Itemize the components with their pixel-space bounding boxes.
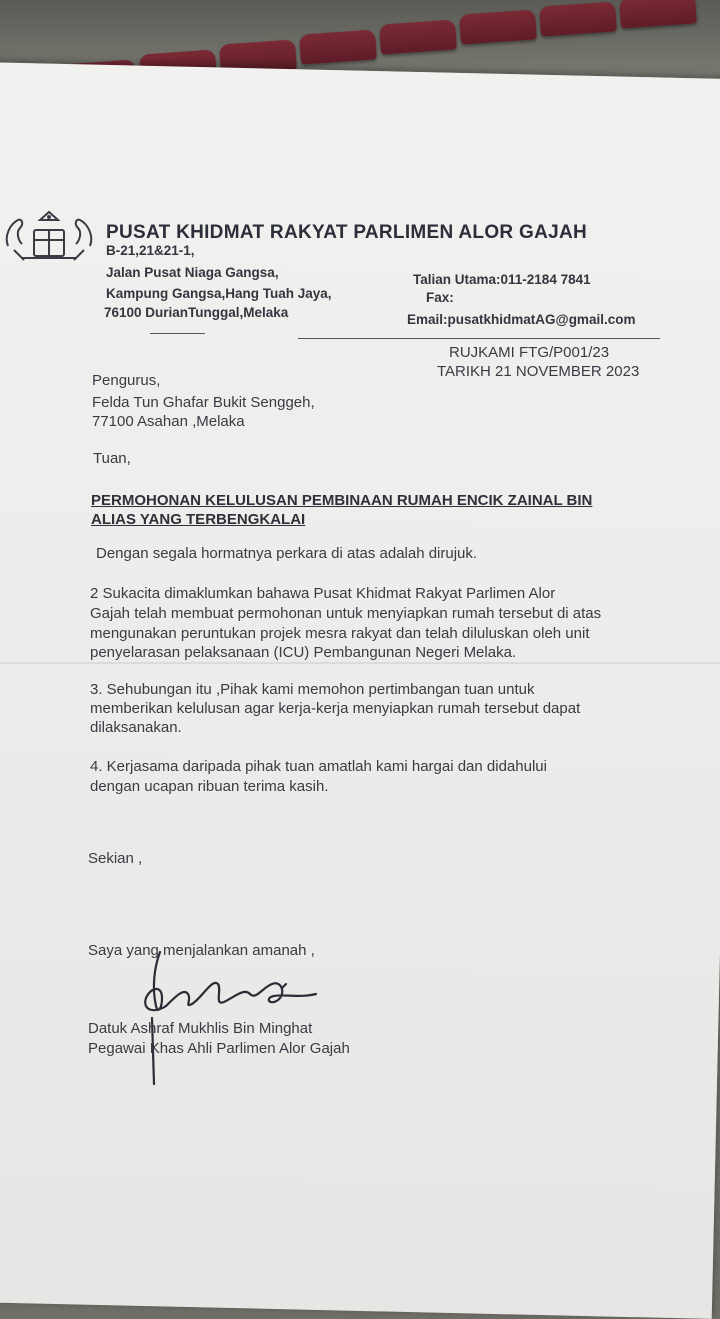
signatory-name: Datuk Ashraf Mukhlis Bin Minghat [88,1020,313,1037]
address-line: Jalan Pusat Niaga Gangsa, [106,265,279,280]
paragraph-line: memberikan kelulusan agar kerja-kerja menyiapkan rumah tersebut dapat [90,700,581,717]
paragraph-line: Gajah telah membuat permohonan untuk menyiapkan rumah tersebut di atas [90,605,602,622]
paragraph-line: 3. Sehubungan itu ,Pihak kami memohon pertimbangan tuan untuk [90,681,535,698]
reference-number: RUJKAMI FTG/P001/23 [449,344,610,361]
signoff-line: Saya yang menjalankan amanah , [88,942,315,959]
salutation: Tuan, [93,450,131,467]
recipient-line: 77100 Asahan ,Melaka [92,413,245,430]
subject-line: PERMOHONAN KELULUSAN PEMBINAAN RUMAH ENCIK ZAINAL BIN [91,492,593,509]
header-divider [150,333,205,334]
paragraph-line: dilaksanakan. [90,719,182,736]
paragraph-line: 2 Sukacita dimaklumkan bahawa Pusat Khidmat Rakyat Parlimen Alor [90,585,556,602]
signatory-title: Pegawai Khas Ahli Parlimen Alor Gajah [88,1040,350,1057]
phone-number: Talian Utama:011-2184 7841 [413,272,591,287]
recipient-line: Pengurus, [92,372,161,389]
address-line: 76100 DurianTunggal,Melaka [104,305,289,320]
opening-line: Dengan segala hormatnya perkara di atas adalah dirujuk. [96,545,478,562]
organisation-name: PUSAT KHIDMAT RAKYAT PARLIMEN ALOR GAJAH [106,222,588,243]
paragraph-line: dengan ucapan ribuan terima kasih. [90,778,329,795]
coat-of-arms-logo [2,206,96,266]
closing-line: Sekian , [88,850,143,867]
address-line: B-21,21&21-1, [106,243,195,258]
address-line: Kampung Gangsa,Hang Tuah Jaya, [106,286,332,301]
handwritten-signature [132,948,332,1088]
recipient-line: Felda Tun Ghafar Bukit Senggeh, [92,394,315,411]
fax-number: Fax: [426,290,454,305]
paragraph-line: 4. Kerjasama daripada pihak tuan amatlah kami hargai dan didahului [90,758,547,775]
paragraph-line: penyelarasan pelaksanaan (ICU) Pembangunan Negeri Melaka. [90,644,517,661]
header-divider [298,338,660,339]
subject-line: ALIAS YANG TERBENGKALAI [91,511,306,528]
paragraph-line: mengunakan peruntukan projek mesra rakyat dan telah diluluskan oleh unit [90,625,590,642]
letter-date: TARIKH 21 NOVEMBER 2023 [437,363,640,380]
email-address: Email:pusatkhidmatAG@gmail.com [407,312,636,327]
